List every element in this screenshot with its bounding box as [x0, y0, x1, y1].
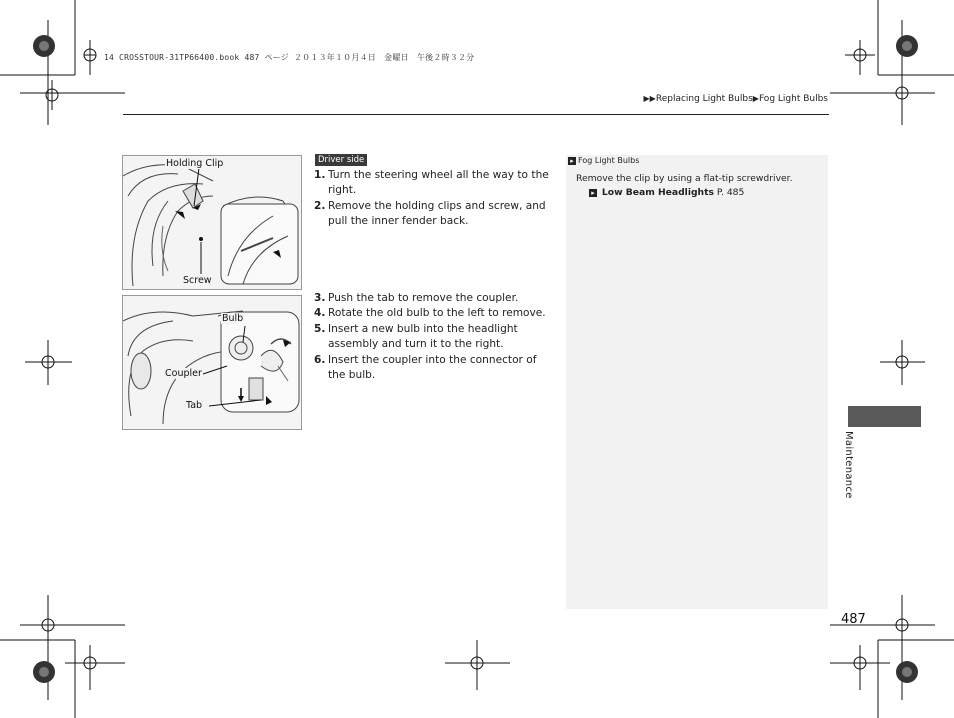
- reference-arrow-icon: ▸: [589, 189, 597, 197]
- steps-list-2: [314, 291, 554, 383]
- notes-sidebar: [566, 155, 828, 609]
- section-tab-label: Maintenance: [843, 431, 854, 499]
- figure-fog-bulb: [122, 295, 302, 430]
- breadcrumb-part1: Replacing Light Bulbs: [655, 94, 753, 104]
- step-item: 5. Insert a new bulb into the headlight assembly and turn it to the right.: [314, 322, 518, 351]
- label-tab: Tab: [186, 400, 203, 411]
- figure-fender-clips: [122, 155, 302, 290]
- label-holding-clip: Holding Clip: [166, 158, 224, 169]
- section-tab-marker: [848, 406, 921, 427]
- driver-side-badge: Driver side: [315, 154, 367, 166]
- bulb-illustration: [123, 296, 301, 429]
- step-item: 2. Remove the holding clips and screw, and pull the inner fender back.: [314, 199, 546, 228]
- header-rule: [123, 114, 829, 115]
- breadcrumb-arrow-icon: ▶: [752, 94, 759, 103]
- step-item: 4. Rotate the old bulb to the left to remove.: [314, 307, 546, 320]
- steps-list-1: [314, 168, 554, 230]
- sidebar-reference-link[interactable]: ▸ Low Beam Headlights P. 485: [589, 187, 744, 198]
- step-item: 1. Turn the steering wheel all the way to the right.: [314, 169, 549, 197]
- breadcrumb-arrow-icon: ▶▶: [643, 94, 656, 103]
- label-bulb: Bulb: [222, 313, 244, 324]
- label-screw: Screw: [183, 275, 212, 286]
- breadcrumb-part2: Fog Light Bulbs: [758, 94, 828, 104]
- label-coupler: Coupler: [165, 368, 202, 379]
- step-item: 3. Push the tab to remove the coupler.: [314, 292, 519, 304]
- sidebar-heading: ▸ Fog Light Bulbs: [568, 156, 639, 165]
- note-arrow-icon: ▸: [568, 157, 576, 165]
- sidebar-body: Remove the clip by using a flat-tip screwdriver.: [576, 173, 793, 184]
- fender-illustration: [123, 156, 301, 289]
- breadcrumb: [644, 94, 828, 104]
- step-item: 6. Insert the coupler into the connector of the bulb.: [314, 353, 537, 382]
- page-number: 487: [841, 612, 866, 627]
- print-info: 14 CROSSTOUR-31TP66400.book 487 ページ ２０１３年１０月４日 金曜日 午後２時３２分: [104, 53, 475, 62]
